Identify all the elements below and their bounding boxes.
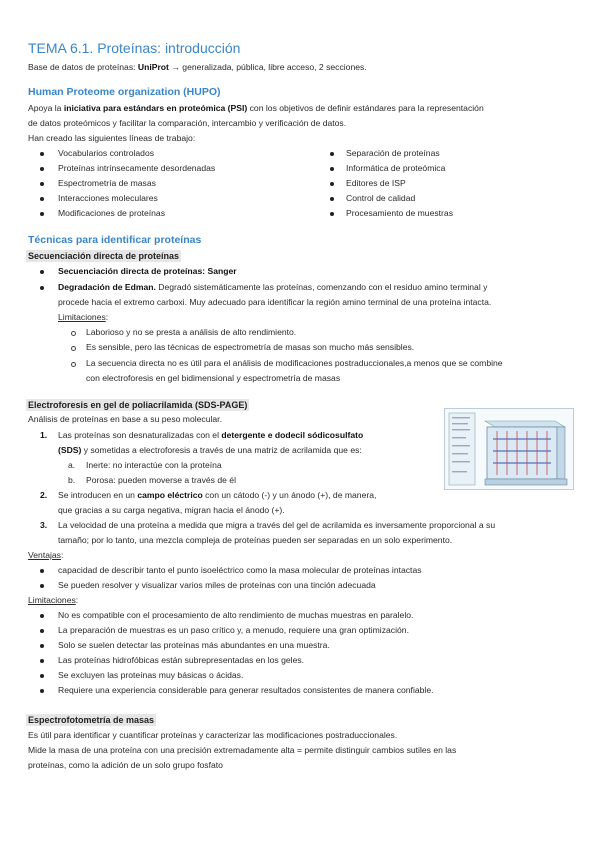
sub-item-label: b. bbox=[68, 475, 76, 485]
bullet-icon bbox=[40, 212, 44, 216]
list-item: Interacciones moleculares bbox=[58, 193, 158, 203]
list-item-continuation: con electroforesis en gel bidimensional y espectrometría de masas bbox=[86, 373, 341, 383]
tecnicas-heading: Técnicas para identificar proteínas bbox=[28, 234, 202, 246]
bullet-icon bbox=[40, 167, 44, 171]
espectro-line-2: Mide la masa de una proteína con una precisión extremadamente alta = permite distinguir cambios sutiles en las bbox=[28, 745, 457, 755]
step1-text-b: y sometidas a electroforesis a través de una matriz de acrilamida que es: bbox=[81, 445, 362, 455]
edman-bold: Degradación de Edman. bbox=[58, 282, 156, 292]
list-item: No es compatible con el procesamiento de alto rendimiento de muchas muestras en paralelo. bbox=[58, 610, 414, 620]
step-1-line-2 bbox=[58, 445, 362, 456]
espectro-heading: Espectrofotometría de masas bbox=[28, 715, 155, 725]
sds-heading: Electroforesis en gel de poliacrilamida (SDS-PAGE) bbox=[28, 400, 248, 410]
secuenciacion-heading: Secuenciación directa de proteínas bbox=[28, 251, 180, 261]
hupo-psi: iniciativa para estándars en proteómica (PSI) bbox=[63, 103, 248, 113]
step-2-line-1 bbox=[58, 490, 376, 501]
step-2-line-2: que gracias a su carga negativa, migran hacia el ánodo (+). bbox=[58, 505, 285, 515]
step1-detergent: detergente e dodecil sódicosulfato bbox=[221, 430, 364, 440]
hupo-line1-suffix: con los objetivos de definir estándares para la representación bbox=[247, 103, 484, 113]
list-item: Espectrometría de masas bbox=[58, 178, 156, 188]
circle-bullet-icon bbox=[71, 362, 76, 367]
bullet-icon bbox=[40, 629, 44, 633]
step2-text-b: con un cátodo (-) y un ánodo (+), de manera, bbox=[202, 490, 377, 500]
list-item: Las proteínas hidrofóbicas están subrepresentadas en los geles. bbox=[58, 655, 305, 665]
list-item: La preparación de muestras es un paso crítico y, a menudo, requiere una gran optimización. bbox=[58, 625, 409, 635]
bullet-icon bbox=[40, 584, 44, 588]
intro-uniprot: UniProt bbox=[137, 62, 169, 72]
list-item: Solo se suelen detectar las proteínas más abundantes en una muestra. bbox=[58, 640, 330, 650]
bullet-icon bbox=[40, 689, 44, 693]
bullet-icon bbox=[40, 659, 44, 663]
hupo-line-3: Han creado las siguientes líneas de trabajo: bbox=[28, 133, 196, 143]
bullet-icon bbox=[40, 614, 44, 618]
list-item: Control de calidad bbox=[346, 193, 416, 203]
step-1-line-1 bbox=[58, 430, 363, 441]
hupo-heading: Human Proteome organization (HUPO) bbox=[28, 86, 221, 98]
sds-page-apparatus-diagram bbox=[444, 408, 574, 490]
bullet-icon bbox=[40, 270, 44, 274]
step1-sds: (SDS) bbox=[58, 445, 82, 455]
list-item: La secuencia directa no es útil para el análisis de modificaciones postraduccionales,a menos que se combine bbox=[86, 358, 503, 368]
list-item: Se excluyen las proteínas muy básicas o ácidas. bbox=[58, 670, 244, 680]
espectro-line-3: proteínas, como la adición de un solo grupo fosfato bbox=[28, 760, 223, 770]
step-number: 2. bbox=[40, 490, 48, 500]
list-item: Informática de proteómica bbox=[346, 163, 446, 173]
list-item: Modificaciones de proteínas bbox=[58, 208, 166, 218]
ventajas-label-text: Ventajas bbox=[28, 550, 61, 560]
step2-text-a: Se introducen en un bbox=[58, 490, 138, 500]
limitaciones-label-1: Limitaciones: bbox=[58, 312, 109, 322]
step-3-line-1: La velocidad de una proteína a medida que migra a través del gel de acrilamida es inversamente proporcional a su bbox=[58, 520, 496, 530]
bullet-icon bbox=[40, 286, 44, 290]
hupo-line1-prefix: Apoya la bbox=[28, 103, 64, 113]
step-number: 1. bbox=[40, 430, 48, 440]
list-item: Separación de proteínas bbox=[346, 148, 440, 158]
list-item: Es sensible, pero las técnicas de espectrometría de masas son mucho más sensibles. bbox=[86, 342, 415, 352]
limitaciones-label-2: Limitaciones: bbox=[28, 595, 79, 605]
edman-line-1 bbox=[58, 282, 487, 293]
list-item: Vocabularios controlados bbox=[58, 148, 155, 158]
step1-text-a: Las proteínas son desnaturalizadas con el bbox=[58, 430, 222, 440]
limitaciones-label-text: Limitaciones bbox=[28, 595, 76, 605]
edman-rest: Degradó sistemáticamente las proteínas, comenzando con el residuo amino terminal y bbox=[155, 282, 488, 292]
sds-page-diagram-icon bbox=[445, 409, 573, 489]
bullet-icon bbox=[40, 644, 44, 648]
bullet-icon bbox=[330, 212, 334, 216]
list-item: capacidad de describir tanto el punto isoeléctrico como la masa molecular de proteínas intactas bbox=[58, 565, 422, 575]
list-item: Requiere una experiencia considerable para generar resultados consistentes de manera confiable. bbox=[58, 685, 434, 695]
intro-suffix: → generalizada, pública, libre acceso, 2 secciones. bbox=[168, 62, 367, 72]
list-item: Proteínas intrínsecamente desordenadas bbox=[58, 163, 216, 173]
espectro-line-1: Es útil para identificar y cuantificar proteínas y caracterizar las modificaciones postraduccionales. bbox=[28, 730, 398, 740]
list-item: Laborioso y no se presta a análisis de alto rendimiento. bbox=[86, 327, 297, 337]
sanger-item: Secuenciación directa de proteínas: Sanger bbox=[58, 266, 237, 276]
list-item: Procesamiento de muestras bbox=[346, 208, 453, 218]
hupo-line-1 bbox=[28, 103, 484, 114]
page-title: TEMA 6.1. Proteínas: introducción bbox=[28, 40, 241, 56]
hupo-line-2: de datos proteómicos y facilitar la comparación, intercambio y verificación de datos. bbox=[28, 118, 347, 128]
step2-campo: campo eléctrico bbox=[137, 490, 203, 500]
sub-item-b: Porosa: pueden moverse a través de él bbox=[86, 475, 237, 485]
bullet-icon bbox=[40, 674, 44, 678]
bullet-icon bbox=[40, 197, 44, 201]
list-item: Se pueden resolver y visualizar varios miles de proteínas con una tinción adecuada bbox=[58, 580, 376, 590]
ventajas-label: Ventajas: bbox=[28, 550, 64, 560]
intro-prefix: Base de datos de proteínas: bbox=[28, 62, 138, 72]
list-item: Editores de ISP bbox=[346, 178, 406, 188]
bullet-icon bbox=[40, 152, 44, 156]
bullet-icon bbox=[40, 182, 44, 186]
step-3-line-2: tamaño; por lo tanto, una mezcla compleja de proteínas pueden ser separadas en un solo experimento. bbox=[58, 535, 453, 545]
bullet-icon bbox=[330, 152, 334, 156]
circle-bullet-icon bbox=[71, 346, 76, 351]
bullet-icon bbox=[40, 569, 44, 573]
intro-line bbox=[28, 62, 367, 73]
edman-line-2: procede hacia el extremo carboxi. Muy adecuado para identificar la región amino terminal de una proteína intacta. bbox=[58, 297, 492, 307]
bullet-icon bbox=[330, 197, 334, 201]
bullet-icon bbox=[330, 167, 334, 171]
circle-bullet-icon bbox=[71, 331, 76, 336]
limitaciones-label-text: Limitaciones bbox=[58, 312, 106, 322]
step-number: 3. bbox=[40, 520, 48, 530]
sub-item-label: a. bbox=[68, 460, 76, 470]
sds-subtitle: Análisis de proteínas en base a su peso molecular. bbox=[28, 414, 222, 424]
bullet-icon bbox=[330, 182, 334, 186]
sub-item-a: Inerte: no interactúe con la proteína bbox=[86, 460, 222, 470]
